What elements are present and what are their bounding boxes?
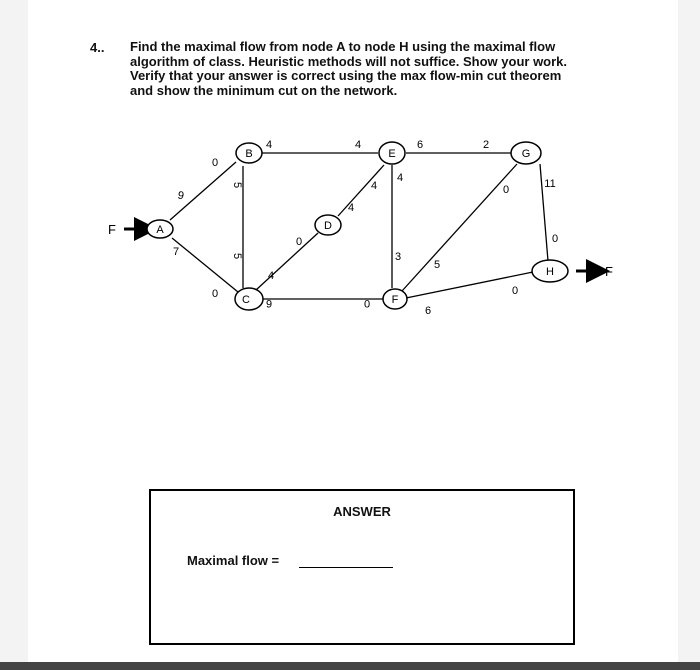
cap-g-h: 11 bbox=[544, 178, 556, 190]
maximal-flow-answer-line[interactable] bbox=[299, 567, 393, 568]
answer-box bbox=[149, 489, 575, 645]
cap-f-e: 3 bbox=[394, 251, 402, 263]
cap-h-f: 0 bbox=[511, 285, 519, 297]
cap-c-f: 6 bbox=[265, 297, 273, 309]
cap-e-f: 4 bbox=[396, 172, 404, 184]
source-label: F bbox=[108, 222, 116, 237]
question-number: 4.. bbox=[90, 40, 105, 55]
cap-e-g: 6 bbox=[416, 139, 424, 151]
node-label-d: D bbox=[324, 220, 332, 232]
edge-a-c bbox=[172, 238, 238, 292]
cap-g-e: 2 bbox=[482, 139, 490, 151]
node-label-c: C bbox=[242, 294, 250, 306]
cap-a-c: 7 bbox=[172, 246, 180, 258]
cap-d-c: 0 bbox=[295, 236, 303, 248]
cap-h-g: 0 bbox=[551, 233, 559, 245]
answer-title: ANSWER bbox=[333, 504, 391, 519]
question-line: Find the maximal flow from node A to node H using the maximal flow bbox=[130, 39, 556, 54]
node-label-e: E bbox=[388, 148, 396, 160]
cap-f-h: 6 bbox=[424, 305, 432, 317]
cap-c-b: 5 bbox=[231, 252, 243, 260]
node-label-a: A bbox=[156, 224, 164, 236]
cap-a-b: 9 bbox=[176, 189, 185, 203]
edge-f-g bbox=[402, 164, 517, 291]
cap-c-d: 4 bbox=[267, 270, 275, 282]
question-line: Verify that your answer is correct using the max flow-min cut theorem bbox=[130, 68, 562, 83]
node-label-h: H bbox=[546, 266, 554, 278]
cap-e-d: 4 bbox=[370, 180, 378, 192]
cap-b-a: 0 bbox=[211, 157, 219, 169]
question-line: algorithm of class. Heuristic methods will not suffice. Show your work. bbox=[130, 53, 568, 69]
maximal-flow-label: Maximal flow = bbox=[187, 553, 280, 568]
node-label-g: G bbox=[521, 148, 531, 160]
cap-e-b: 4 bbox=[354, 139, 362, 151]
edge-d-e bbox=[338, 165, 384, 216]
cap-f-c: 0 bbox=[363, 297, 371, 309]
cap-b-e: 4 bbox=[265, 139, 273, 151]
cap-f-g: 5 bbox=[433, 259, 441, 271]
cap-d-e: 4 bbox=[347, 202, 355, 214]
cap-c-a: 0 bbox=[211, 288, 219, 300]
sink-label: F bbox=[605, 264, 613, 279]
node-label-f: F bbox=[391, 294, 399, 306]
question-line: and show the minimum cut on the network. bbox=[130, 82, 398, 98]
cap-g-f: 0 bbox=[502, 184, 510, 196]
cap-b-c: 5 bbox=[231, 181, 243, 189]
node-label-b: B bbox=[245, 148, 253, 160]
edge-c-d bbox=[256, 233, 318, 290]
